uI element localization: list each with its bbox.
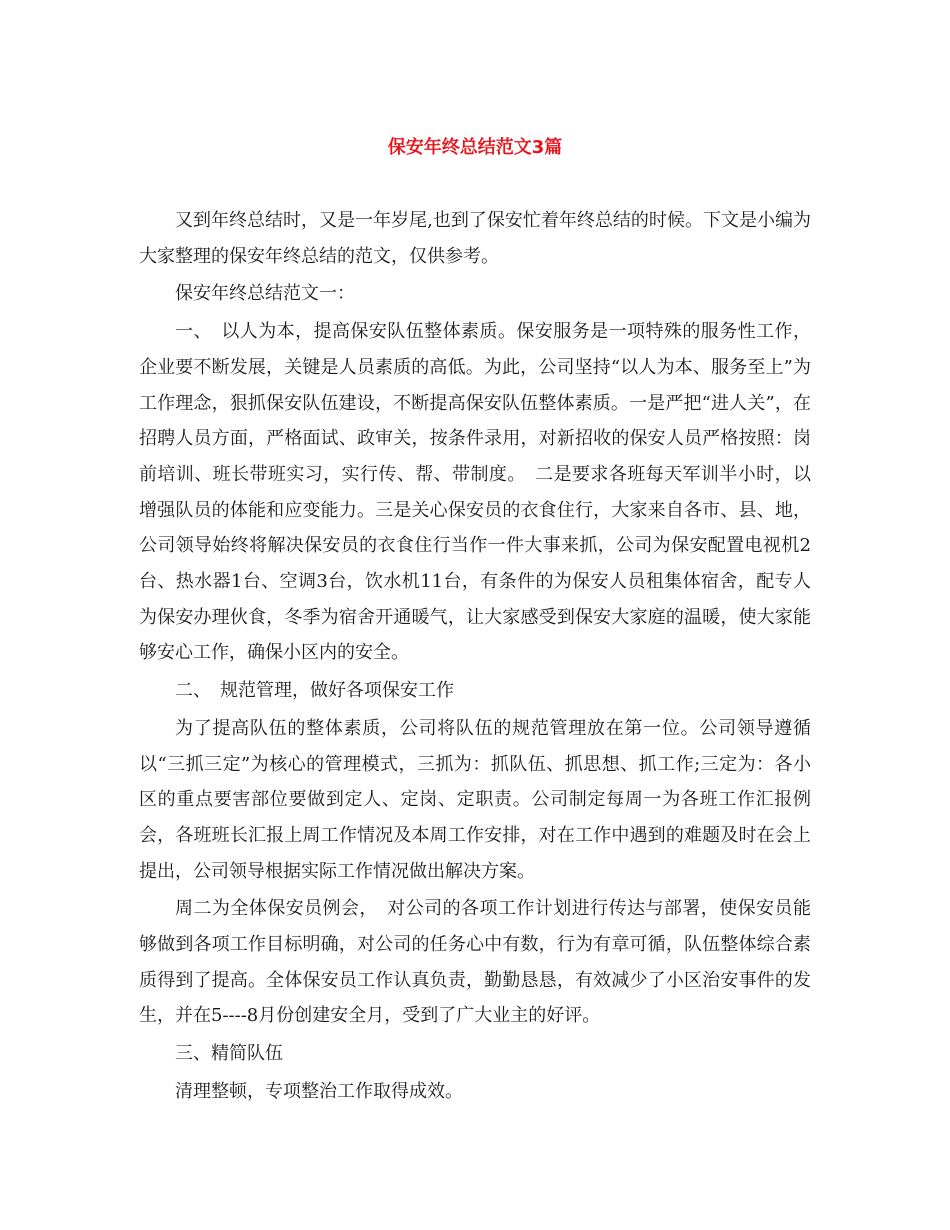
paragraph-management: 为了提高队伍的整体素质，公司将队伍的规范管理放在第一位。公司领导遵循以“三抓三定”为核心的管理模式，三抓为：抓队伍、抓思想、抓工作;三定为：各小区的重点要害部位要做到定人、定岗、定职责。公司制定每周一为各班工作汇报例会，各班班长汇报上周工作情况及本周工作安排，对在工作中遇到的难题及时在会上提出，公司领导根据实际工作情况做出解决方案。: [139, 717, 811, 882]
paragraph-sample-heading: 保安年终总结范文一：: [175, 283, 355, 305]
paragraph-tuesday-meeting: 周二为全体保安员例会， 对公司的各项工作计划进行传达与部署，使保安员能够做到各项工作目标明确，对公司的任务心中有数，行为有章可循，队伍整体综合素质得到了提高。全体保安员工作认真负责，勤勤恳恳，有效减少了小区治安事件的发生，并在5----8月份创建安全月，受到了广大业主的好评。: [139, 898, 811, 1027]
paragraph-section-one: 一、 以人为本，提高保安队伍整体素质。保安服务是一项特殊的服务性工作，企业要不断发展，关键是人员素质的高低。为此，公司坚持“以人为本、服务至上”为工作理念，狠抓保安队伍建设，不断提高保安队伍整体素质。一是严把“进人关”，在招聘人员方面，严格面试、政审关，按条件录用，对新招收的保安人员严格按照：岗前培训、班长带班实习，实行传、帮、带制度。 二是要求各班每天军训半小时，以增强队员的体能和应变能力。三是关心保安员的衣食住行，大家来自各市、县、地，公司领导始终将解决保安员的衣食住行当作一件大事来抓，公司为保安配置电视机2台、热水器1台、空调3台，饮水机11台，有条件的为保安人员租集体宿舍，配专人为保安办理伙食，冬季为宿舍开通暖气，让大家感受到保安大家庭的温暖，使大家能够安心工作，确保小区内的安全。: [139, 321, 811, 664]
paragraph-rectification: 清理整顿，专项整治工作取得成效。: [175, 1080, 463, 1102]
document-title: 保安年终总结范文3篇: [387, 137, 563, 158]
paragraph-section-three-heading: 三、精简队伍: [175, 1043, 283, 1065]
paragraph-intro: 又到年终总结时，又是一年岁尾,也到了保安忙着年终总结的时候。下文是小编为大家整理的保安年终总结的范文，仅供参考。: [139, 210, 811, 267]
document-body: [139, 203, 811, 1112]
paragraph-section-two-heading: 二、 规范管理，做好各项保安工作: [175, 680, 454, 702]
